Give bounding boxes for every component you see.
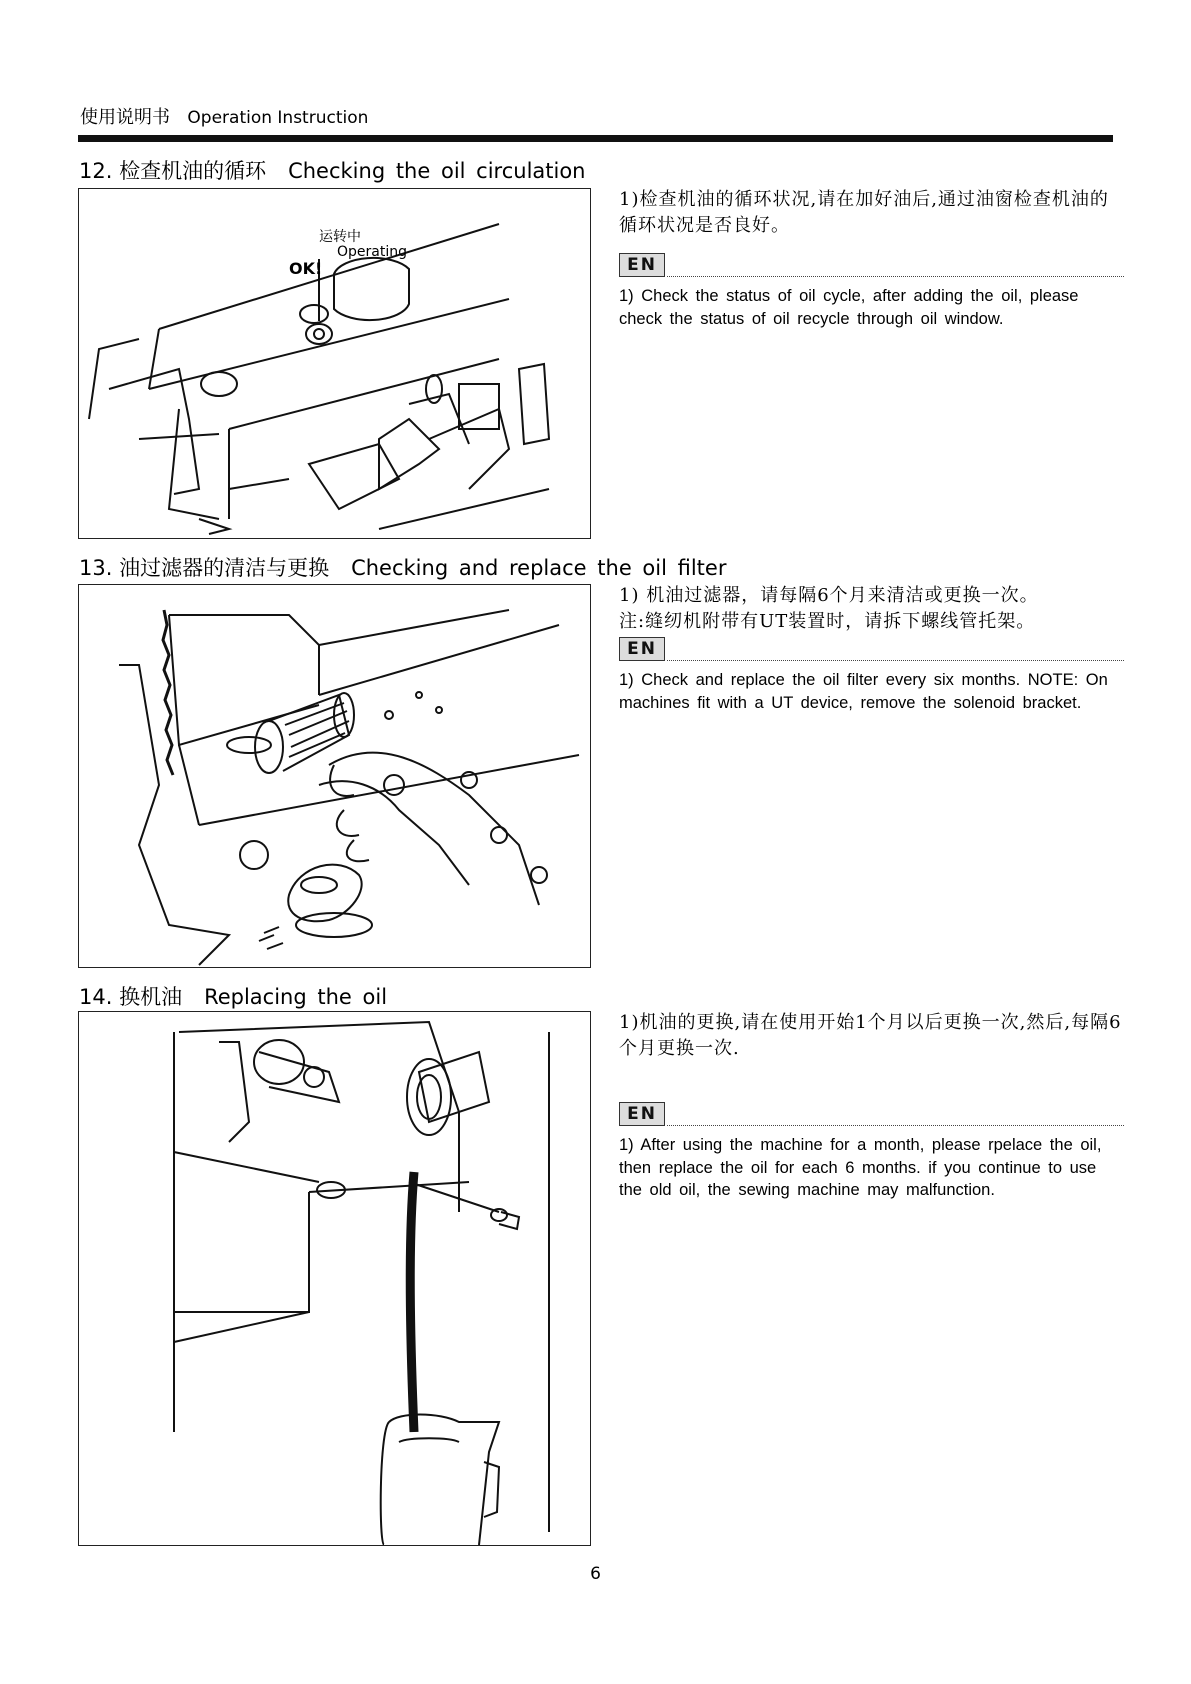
section-13-title-cn: 13. 油过滤器的清洁与更换 <box>79 556 330 580</box>
oil-filter-illustration <box>79 585 590 967</box>
label-operating-cn: 运转中 <box>319 229 361 245</box>
dotted-rule <box>667 1124 1124 1126</box>
dotted-rule <box>667 275 1124 277</box>
label-ok: OK! <box>289 259 323 278</box>
section-14-en-text: 1) After using the machine for a month, please rpelace the oil, then replace the oil for each 6 months. if you continue to use the old oil, the sewing machine may malfunction. <box>619 1136 1102 1199</box>
figure-replacing-oil <box>78 1011 591 1546</box>
section-14-title <box>79 981 387 1011</box>
section-12-title <box>79 155 586 185</box>
section-13-title <box>79 552 726 582</box>
section-14-text <box>619 1010 1124 1202</box>
en-badge: EN <box>619 637 665 661</box>
en-badge: EN <box>619 253 665 277</box>
section-13-title-en: Checking and replace the oil filter <box>351 556 727 580</box>
section-13-cn-text-2: 注:缝纫机附带有UT装置时，请拆下螺线管托架。 <box>619 611 1036 632</box>
oil-window-illustration <box>79 189 590 538</box>
page-header <box>80 103 368 129</box>
header-rule <box>78 135 1113 142</box>
section-13-cn-text-1: 1) 机油过滤器，请每隔6个月来清洁或更换一次。 <box>619 585 1039 606</box>
figure-oil-circulation <box>78 188 591 539</box>
section-12-en-divider <box>619 253 1124 277</box>
en-badge: EN <box>619 1102 665 1126</box>
figure-oil-filter <box>78 584 591 968</box>
section-12-text <box>619 187 1124 330</box>
section-12-title-en: Checking the oil circulation <box>288 159 586 183</box>
header-title-en: Operation Instruction <box>187 108 369 128</box>
section-14-title-cn: 14. 换机油 <box>79 985 183 1009</box>
section-13-en-divider <box>619 637 1124 661</box>
section-14-title-en: Replacing the oil <box>204 985 388 1009</box>
header-title-cn: 使用说明书 <box>80 107 170 128</box>
section-13-en-text: 1) Check and replace the oil filter every six months. NOTE: On machines fit with a UT device, remove the solenoid bracket. <box>619 671 1108 712</box>
section-12-en-text: 1) Check the status of oil cycle, after adding the oil, please check the status of oil recycle through oil window. <box>619 287 1079 328</box>
dotted-rule <box>667 659 1124 661</box>
section-14-en-divider <box>619 1102 1124 1126</box>
label-operating-en: Operating <box>337 244 407 260</box>
oil-stream <box>410 1172 414 1432</box>
section-12-title-cn: 12. 检查机油的循环 <box>79 159 267 183</box>
page-number: 6 <box>590 1564 601 1584</box>
section-12-cn-text: 1)检查机油的循环状况,请在加好油后,通过油窗检查机油的循环状况是否良好。 <box>619 189 1109 236</box>
section-14-cn-text: 1)机油的更换,请在使用开始1个月以后更换一次,然后,每隔6个月更换一次. <box>619 1012 1122 1059</box>
section-13-text <box>619 583 1124 714</box>
oil-drain-illustration <box>79 1012 590 1545</box>
